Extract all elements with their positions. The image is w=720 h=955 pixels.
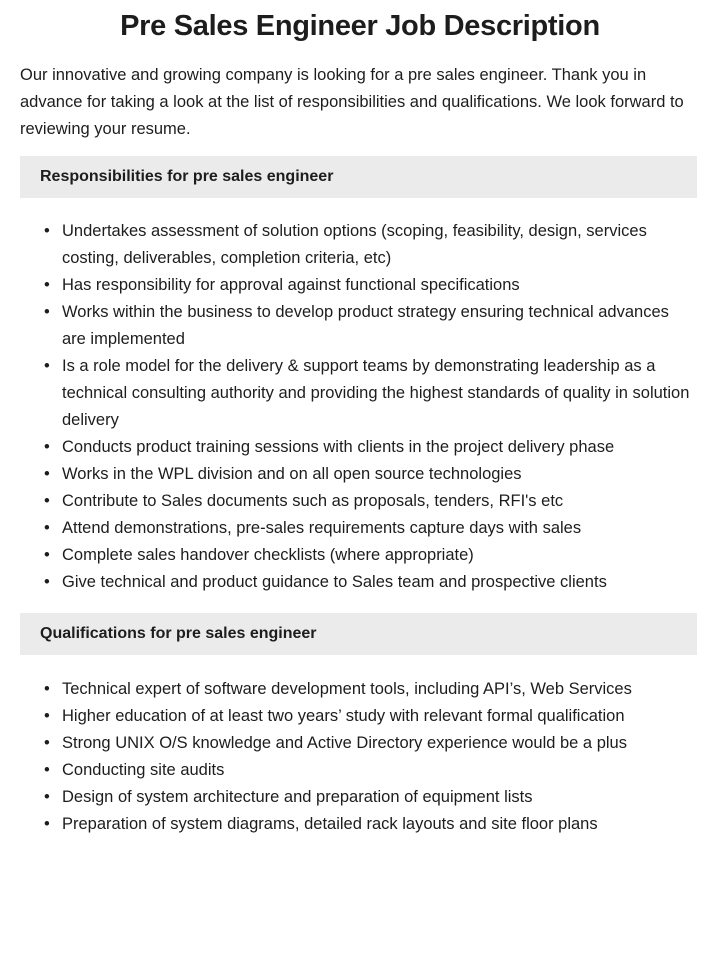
list-item-text: Technical expert of software development tools, including API’s, Web Services [62,680,632,698]
bullet-icon: • [44,707,50,725]
list-item [44,569,694,596]
list-item [44,434,694,461]
list-item-text: Undertakes assessment of solution options (scoping, feasibility, design, services costing, deliverables, completion criteria, etc) [62,222,647,267]
bullet-icon: • [44,303,50,321]
bullet-icon: • [44,492,50,510]
bullet-icon: • [44,546,50,564]
bullet-icon: • [44,465,50,483]
responsibilities-list [0,218,720,596]
page-title: Pre Sales Engineer Job Description [120,10,600,42]
bullet-icon: • [44,680,50,698]
list-item [44,542,694,569]
list-item-text: Works in the WPL division and on all open source technologies [62,465,522,483]
qualifications-heading: Qualifications for pre sales engineer [20,613,697,655]
list-item [44,811,694,838]
bullet-icon: • [44,222,50,240]
list-item [44,218,694,272]
list-item [44,757,694,784]
bullet-icon: • [44,519,50,537]
list-item-text: Complete sales handover checklists (where appropriate) [62,546,474,564]
list-item [44,730,694,757]
responsibilities-heading: Responsibilities for pre sales engineer [20,156,697,198]
intro-paragraph: Our innovative and growing company is looking for a pre sales engineer. Thank you in advance for taking a look at the list of responsibilities and qualifications. We look forward to reviewing your resume. [20,66,684,138]
list-item-text: Has responsibility for approval against functional specifications [62,276,520,294]
bullet-icon: • [44,815,50,833]
list-item-text: Conducts product training sessions with clients in the project delivery phase [62,438,615,456]
list-item-text: Contribute to Sales documents such as proposals, tenders, RFI's etc [62,492,564,510]
bullet-icon: • [44,276,50,294]
qualifications-list [0,676,720,838]
list-item [44,703,694,730]
list-item-text: Higher education of at least two years’ study with relevant formal qualification [62,707,625,725]
bullet-icon: • [44,573,50,591]
list-item-text: Give technical and product guidance to Sales team and prospective clients [62,573,607,591]
list-item-text: Is a role model for the delivery & support teams by demonstrating leadership as a technical consulting authority and providing the highest standards of quality in solution delivery [62,357,690,429]
bullet-icon: • [44,788,50,806]
list-item [44,299,694,353]
job-description-page [0,6,720,838]
bullet-icon: • [44,734,50,752]
list-item [44,676,694,703]
responsibilities-section [0,156,720,596]
list-item [44,488,694,515]
list-item-text: Attend demonstrations, pre-sales requirements capture days with sales [62,519,582,537]
list-item-text: Preparation of system diagrams, detailed rack layouts and site floor plans [62,815,598,833]
list-item-text: Design of system architecture and preparation of equipment lists [62,788,533,806]
bullet-icon: • [44,761,50,779]
list-item [44,272,694,299]
list-item-text: Works within the business to develop product strategy ensuring technical advances are implemented [62,303,669,348]
list-item-text: Strong UNIX O/S knowledge and Active Directory experience would be a plus [62,734,627,752]
list-item [44,353,694,434]
list-item-text: Conducting site audits [62,761,225,779]
bullet-icon: • [44,357,50,375]
qualifications-section [0,613,720,838]
list-item [44,784,694,811]
bullet-icon: • [44,438,50,456]
list-item [44,461,694,488]
list-item [44,515,694,542]
